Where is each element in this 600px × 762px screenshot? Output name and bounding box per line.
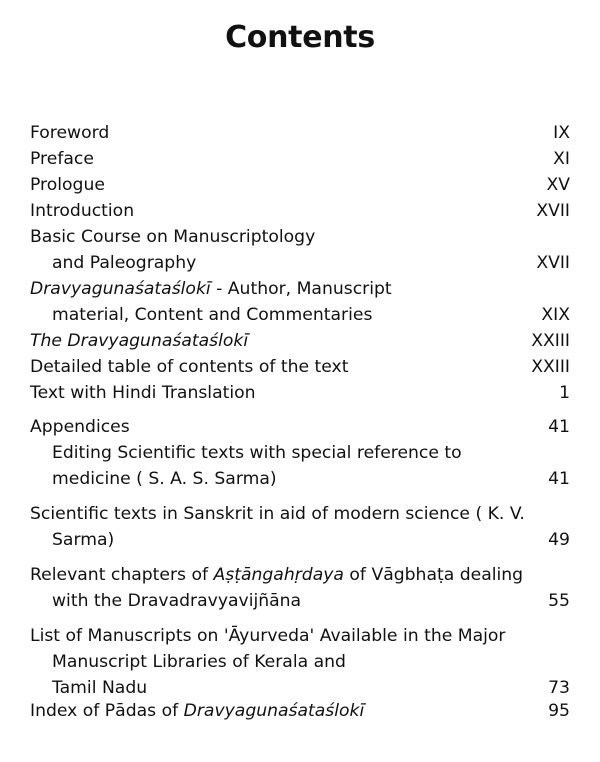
toc-page-number: 49	[548, 530, 570, 550]
toc-page-number: 55	[548, 591, 570, 611]
toc-label-continued: and Paleography	[52, 253, 197, 273]
toc-entry-the-dravya	[30, 328, 570, 354]
toc-entry-introduction	[30, 198, 570, 224]
toc-entry-foreword	[30, 120, 570, 146]
toc-label: Preface	[30, 149, 94, 169]
toc-label: List of Manuscripts on 'Āyurveda' Available in the Major	[30, 626, 506, 646]
toc-entry-detailed-toc	[30, 354, 570, 380]
toc-page-number: 41	[548, 417, 570, 437]
toc-page-number: XXIII	[531, 357, 570, 377]
toc-label: Text with Hindi Translation	[30, 383, 256, 403]
toc-page-number: 73	[548, 678, 570, 698]
toc-label: Introduction	[30, 201, 135, 221]
toc-label-italic: Dravyagunaśataślokī	[30, 279, 211, 299]
toc-page-number: 95	[548, 701, 570, 721]
toc-label: Editing Scientific texts with special reference to	[52, 443, 462, 463]
toc-page-number: XXIII	[531, 331, 570, 351]
toc-page-number: XV	[546, 175, 570, 195]
toc-label-continued: with the Dravadravyavijñāna	[52, 591, 302, 611]
toc-entry-relevant-chapters-line1	[30, 562, 570, 588]
toc-label: Relevant chapters of	[30, 565, 214, 585]
toc-page-number: 41	[548, 469, 570, 489]
toc-entry-dravya-author-line2	[52, 302, 570, 328]
toc-label-continued: Sarma)	[52, 530, 115, 550]
toc-page-number: 1	[559, 383, 570, 403]
toc-entry-editing-line1	[52, 440, 570, 466]
toc-label-continued: Manuscript Libraries of Kerala and	[52, 652, 346, 672]
toc-label-italic: Aṣṭāngahṛdaya	[213, 565, 344, 585]
toc-label: Prologue	[30, 175, 105, 195]
toc-label: Scientific texts in Sanskrit in aid of modern science ( K. V.	[30, 504, 525, 524]
toc-page-number: XIX	[541, 305, 570, 325]
toc-entry-prologue	[30, 172, 570, 198]
toc-label-continued: material, Content and Commentaries	[52, 305, 373, 325]
toc-entry-dravya-author-line1	[30, 276, 570, 302]
toc-page-number: IX	[553, 123, 570, 143]
toc-entry-scientific-sanskrit-line1	[30, 501, 570, 527]
toc-label-continued: medicine ( S. A. S. Sarma)	[52, 469, 277, 489]
toc-label: Appendices	[30, 417, 130, 437]
toc-entry-editing-line2	[52, 466, 570, 492]
toc-label: of Vāgbhaṭa dealing	[343, 565, 524, 585]
toc-label-italic: The Dravyagunaśataślokī	[30, 331, 249, 351]
toc-entry-appendices	[30, 414, 570, 440]
toc-label: Detailed table of contents of the text	[30, 357, 349, 377]
toc-entry-basic-course-line2	[52, 250, 570, 276]
toc-label: - Author, Manuscript	[210, 279, 392, 299]
page-title: Contents	[225, 20, 375, 55]
toc-entry-list-manuscripts-line2	[52, 649, 570, 675]
toc-label: Foreword	[30, 123, 110, 143]
toc-label: Index of Pādas of	[30, 701, 184, 721]
toc-entry-list-manuscripts-line1	[30, 623, 570, 649]
toc-label: Basic Course on Manuscriptology	[30, 227, 316, 247]
toc-entry-preface	[30, 146, 570, 172]
toc-label-continued: Tamil Nadu	[52, 678, 148, 698]
toc-entry-scientific-sanskrit-line2	[52, 527, 570, 553]
toc-entry-text-hindi	[30, 380, 570, 406]
toc-page-number: XVII	[536, 253, 570, 273]
toc-entry-index-padas	[30, 698, 570, 724]
toc-label-italic: Dravyagunaśataślokī	[183, 701, 365, 721]
toc-entry-basic-course-line1	[30, 224, 570, 250]
toc-entry-relevant-chapters-line2	[52, 588, 570, 614]
toc-page-number: XVII	[536, 201, 570, 221]
toc-page-number: XI	[553, 149, 570, 169]
